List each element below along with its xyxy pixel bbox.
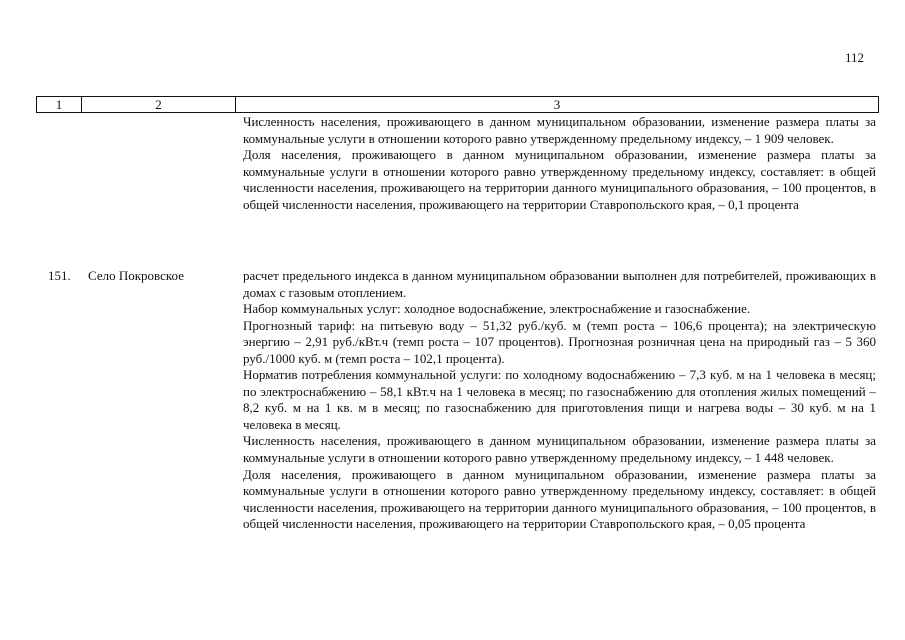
paragraph: Численность населения, проживающего в данном муниципальном образовании, изменение размера платы за коммунальные услуги в отношении которого равно утвержденному предельному индексу, – 1 448 человек. <box>243 433 876 466</box>
entry-description <box>243 268 876 533</box>
column-header-1: 1 <box>37 97 82 112</box>
paragraph: Норматив потребления коммунальной услуги: по холодному водоснабжению – 7,3 куб. м на 1 человека в месяц; по электроснабжению – 58,1 кВт.ч на 1 человека в месяц; по газоснабжению для отопления жилых помещений – 8,2 куб. м на 1 кв. м в месяц; по газоснабжению для приготовления пищи и нагрева воды – 30 куб. м на 1 человека в месяц. <box>243 367 876 432</box>
paragraph: Доля населения, проживающего в данном муниципальном образовании, изменение размера платы за коммунальные услуги в отношении которого равно утвержденному предельному индексу, составляет: в общей численности населения, проживающего на территории данного муниципального образования, – 100 процентов, в общей численности населения, проживающего на территории Ставропольского края, – 0,1 процента <box>243 147 876 212</box>
paragraph: расчет предельного индекса в данном муниципальном образовании выполнен для потребителей, проживающих в домах с газовым отоплением. <box>243 268 876 300</box>
page-number: 112 <box>845 50 865 65</box>
column-header-3: 3 <box>553 96 561 112</box>
column-header-row <box>36 96 879 113</box>
entry-number: 151. <box>48 268 71 283</box>
paragraph: Набор коммунальных услуг: холодное водоснабжение, электроснабжение и газоснабжение. <box>243 301 751 317</box>
paragraph: Прогнозный тариф: на питьевую воду – 51,32 руб./куб. м (темп роста – 106,6 процента); на электрическую энергию – 2,91 руб./кВт.ч (темп роста – 107 процентов). Прогнозная розничная цена на природный газ – 5 360 руб./1000 куб. м (темп роста – 102,1 процента). <box>243 317 876 366</box>
entry-name: Село Покровское <box>88 268 184 283</box>
paragraph: Численность населения, проживающего в данном муниципальном образовании, изменение размера платы за коммунальные услуги в отношении которого равно утвержденному предельному индексу, – 1 909 человек. <box>243 114 876 146</box>
continuation-text <box>243 114 876 213</box>
column-header-2: 2 <box>82 97 236 112</box>
paragraph: Доля населения, проживающего в данном муниципальном образовании, изменение размера платы за коммунальные услуги в отношении которого равно утвержденному предельному индексу, составляет: в общей численности населения, проживающего на территории данного муниципального образования, – 100 процентов, в общей численности населения, проживающего на территории Ставропольского края, – 0,05 процента <box>243 466 876 532</box>
